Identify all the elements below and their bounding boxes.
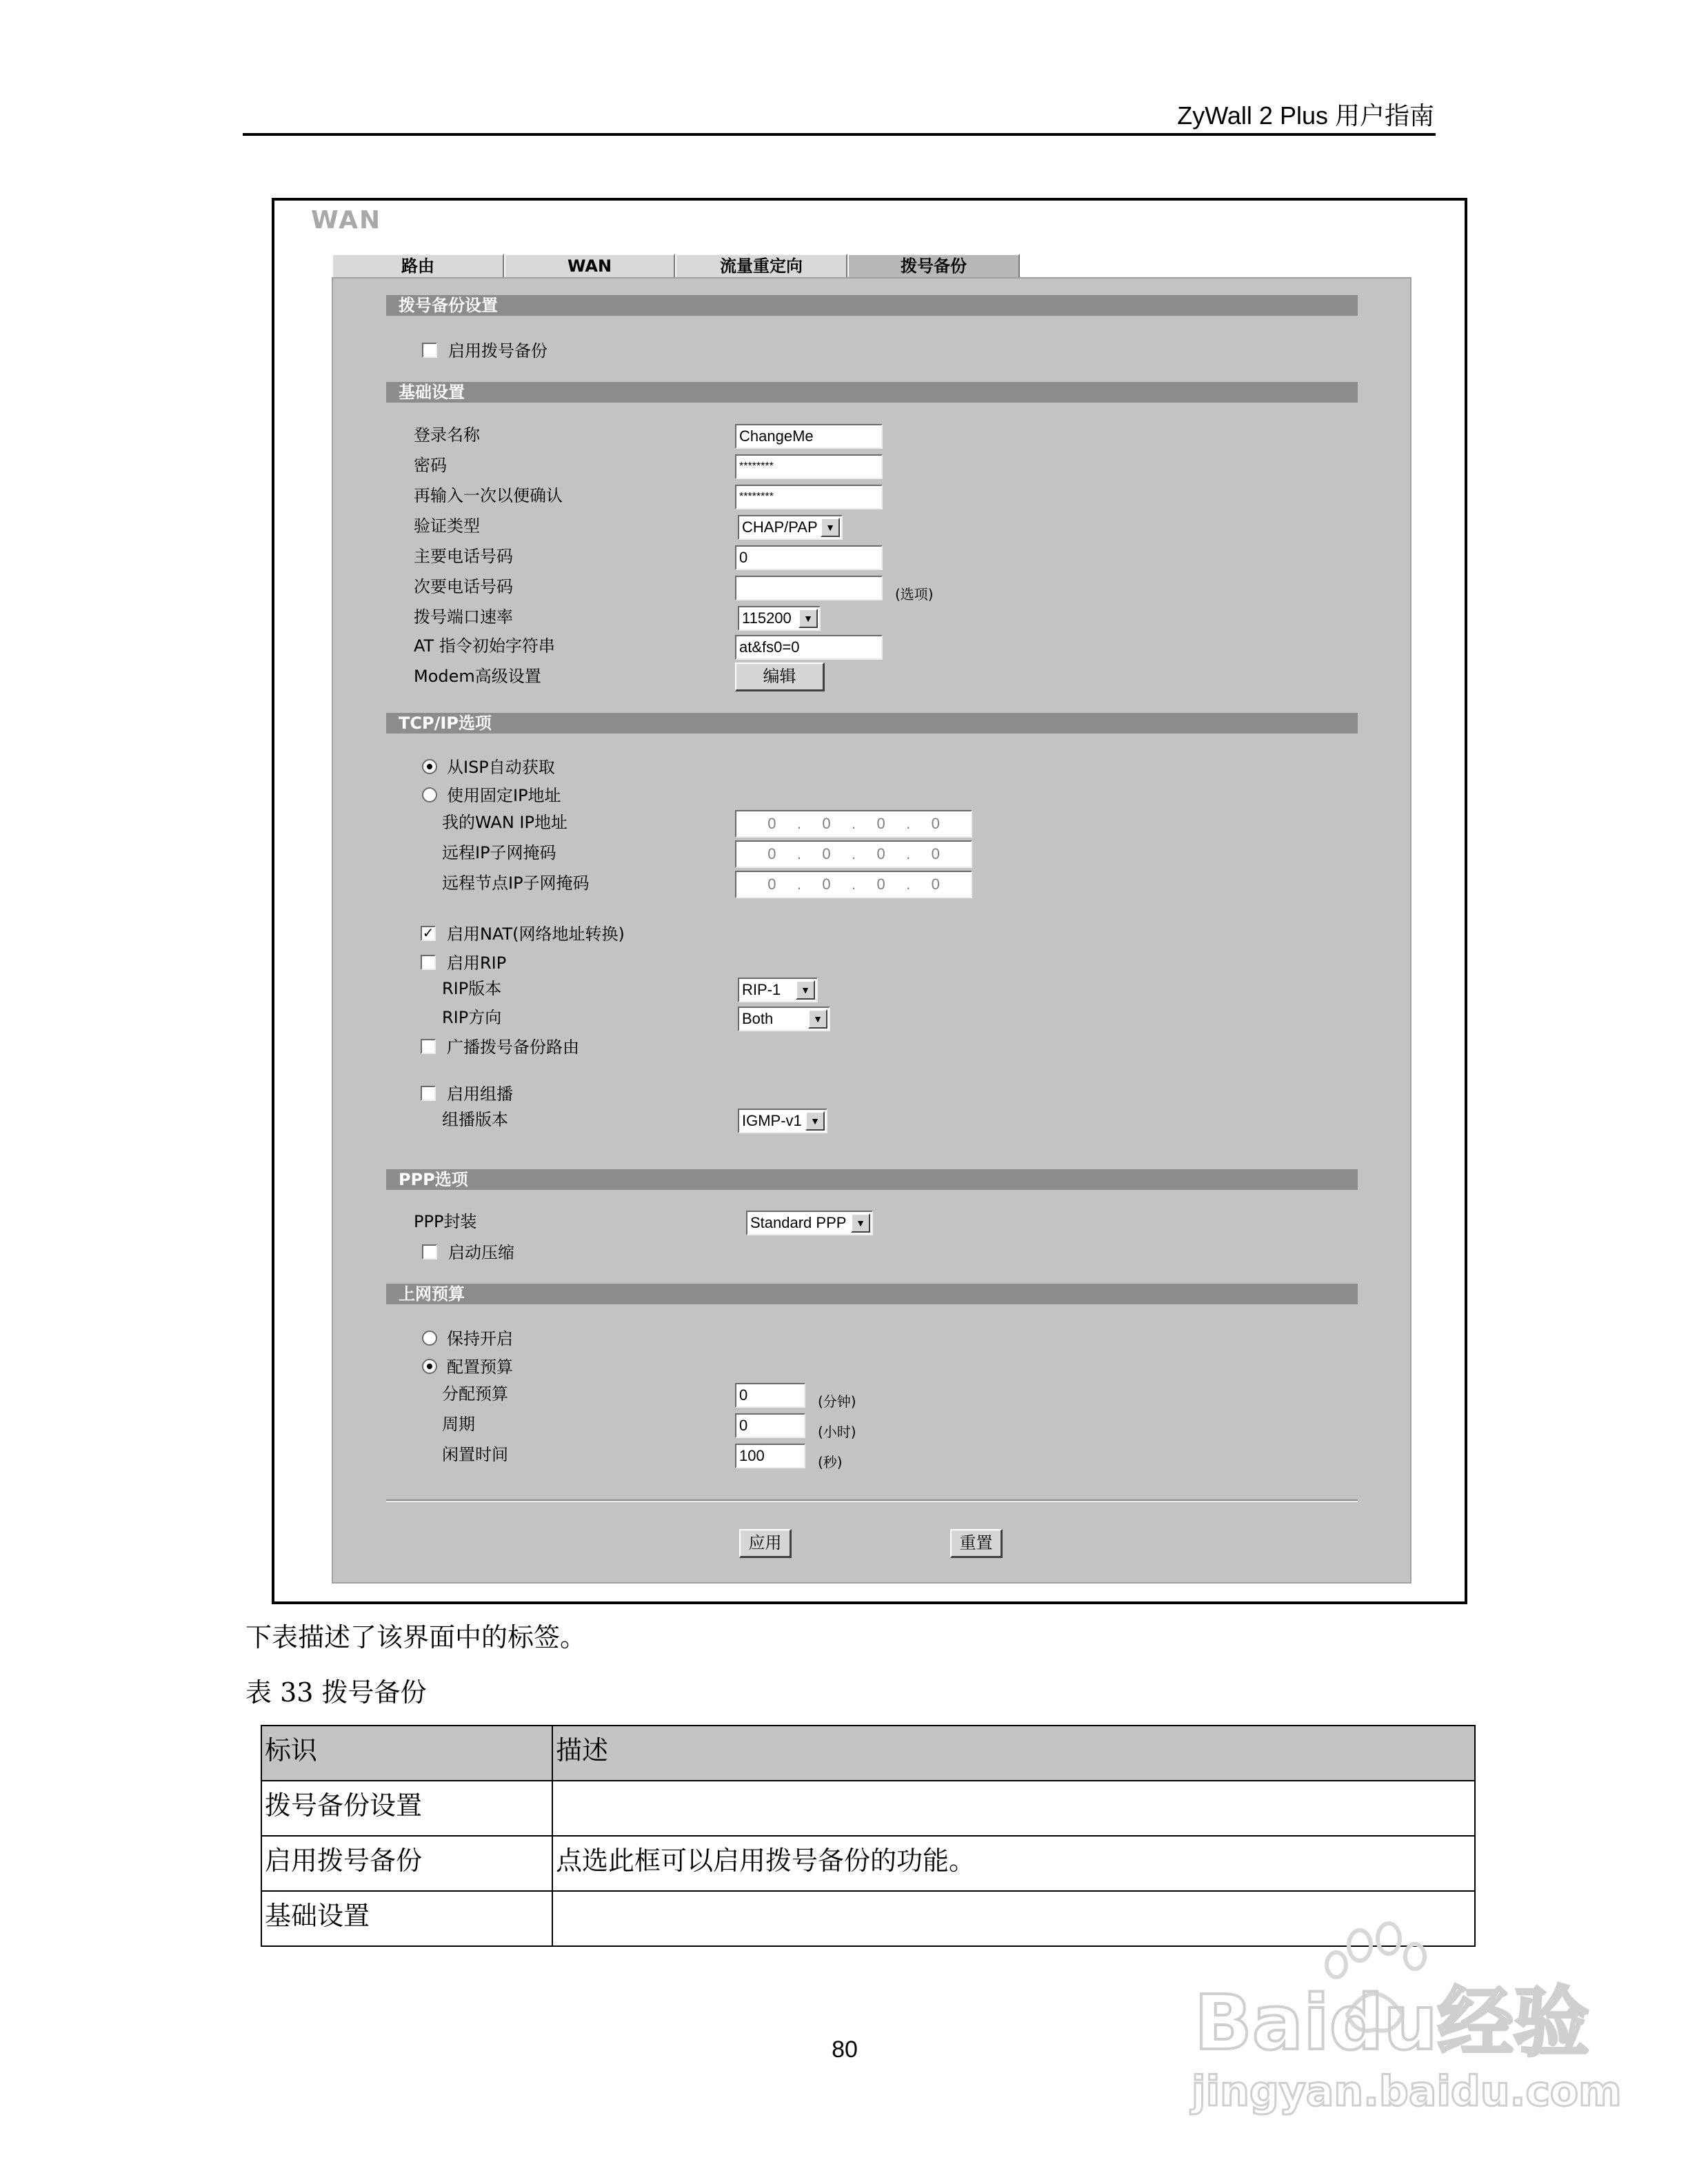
confirm-password-label: 再输入一次以便确认: [414, 486, 563, 505]
period-unit: (小时): [818, 1424, 856, 1440]
chevron-down-icon: ▼: [821, 518, 840, 537]
baidu-jingyan-watermark-logo: [1187, 1911, 1622, 2118]
period-label: 周期: [442, 1415, 475, 1434]
chevron-down-icon: ▼: [796, 980, 815, 1000]
login-name-label: 登录名称: [414, 425, 480, 445]
ppp-encap-label: PPP封装: [414, 1212, 477, 1231]
auto-isp-radio[interactable]: [422, 759, 437, 774]
at-init-input[interactable]: at&fs0=0: [735, 635, 883, 660]
nat-checkbox[interactable]: ✓: [421, 926, 436, 941]
edit-button[interactable]: 编辑: [735, 663, 825, 691]
multicast-checkbox[interactable]: [421, 1086, 436, 1101]
rip-version-select[interactable]: [738, 978, 818, 1002]
broadcast-label: 广播拨号备份路由: [447, 1038, 579, 1057]
apply-button[interactable]: 应用: [739, 1529, 792, 1558]
multicast-version-value: IGMP-v1: [742, 1112, 802, 1129]
fixed-ip-radio[interactable]: [422, 787, 437, 802]
allocated-budget-unit: (分钟): [818, 1393, 856, 1410]
remote-mask-label: 远程IP子网掩码: [442, 843, 556, 862]
tab-routing[interactable]: 路由: [332, 254, 504, 277]
enable-dial-backup-checkbox[interactable]: [422, 343, 437, 358]
allocated-budget-input[interactable]: 0: [735, 1383, 805, 1408]
fixed-ip-label: 使用固定IP地址: [447, 786, 561, 805]
ppp-encap-select[interactable]: [746, 1211, 873, 1235]
table-header-cell: 描述: [552, 1726, 1475, 1781]
auth-type-value: CHAP/PAP: [742, 518, 818, 536]
period-input[interactable]: 0: [735, 1413, 805, 1438]
auth-type-label: 验证类型: [414, 516, 480, 536]
multicast-version-label: 组播版本: [442, 1110, 508, 1129]
remote-mask-input[interactable]: 0 . 0 . 0 . 0: [735, 840, 972, 868]
tab-traffic-redirect[interactable]: 流量重定向: [675, 254, 847, 277]
port-speed-value: 115200: [742, 609, 792, 627]
ppp-encap-value: Standard PPP: [750, 1214, 847, 1231]
document-header-title: ZyWall 2 Plus 用户指南: [1177, 101, 1434, 130]
primary-phone-label: 主要电话号码: [414, 547, 513, 566]
my-wan-ip-label: 我的WAN IP地址: [442, 813, 567, 832]
at-init-label: AT 指令初始字符串: [414, 636, 555, 656]
table-row: [261, 1836, 1475, 1891]
section-dial-backup: 拨号备份设置: [386, 295, 1358, 316]
panel-divider: [386, 1499, 1358, 1502]
broadcast-checkbox[interactable]: [421, 1039, 436, 1054]
idle-time-input[interactable]: 100: [735, 1444, 805, 1468]
rip-label: 启用RIP: [447, 953, 507, 973]
port-speed-select[interactable]: [738, 606, 821, 631]
rip-direction-value: Both: [742, 1010, 774, 1027]
tab-dial-backup[interactable]: 拨号备份: [847, 254, 1020, 277]
page-number: 80: [832, 2036, 858, 2063]
nat-label: 启用NAT(网络地址转换): [447, 924, 625, 944]
screen-title: WAN: [311, 206, 382, 234]
tab-wan[interactable]: WAN: [504, 254, 675, 277]
password-input[interactable]: ********: [735, 454, 883, 479]
allocated-budget-label: 分配预算: [442, 1384, 508, 1404]
password-label: 密码: [414, 456, 447, 475]
section-ppp: PPP选项: [386, 1169, 1358, 1190]
config-budget-radio[interactable]: [422, 1359, 437, 1374]
secondary-phone-label: 次要电话号码: [414, 577, 513, 596]
secondary-phone-input[interactable]: [735, 576, 883, 600]
compression-checkbox[interactable]: [422, 1244, 437, 1260]
table-cell: [552, 1781, 1475, 1836]
watermark-url: jingyan.baidu.com: [1192, 2067, 1622, 2116]
config-budget-label: 配置预算: [447, 1357, 513, 1377]
rip-direction-select[interactable]: [738, 1007, 830, 1031]
reset-button[interactable]: 重置: [950, 1529, 1003, 1558]
rip-version-label: RIP版本: [442, 979, 502, 998]
enable-dial-backup-label: 启用拨号备份: [448, 341, 547, 361]
table-cell: 启用拨号备份: [261, 1836, 552, 1891]
intro-text: 下表描述了该界面中的标签。: [245, 1622, 587, 1652]
my-wan-ip-input[interactable]: 0 . 0 . 0 . 0: [735, 810, 972, 838]
table-row: [261, 1781, 1475, 1836]
table-cell: 点选此框可以启用拨号备份的功能。: [552, 1836, 1475, 1891]
chevron-down-icon: ▼: [851, 1213, 870, 1233]
multicast-version-select[interactable]: [738, 1109, 827, 1133]
section-tcpip: TCP/IP选项: [386, 713, 1358, 734]
idle-time-unit: (秒): [818, 1454, 843, 1470]
table-cell: 基础设置: [261, 1891, 552, 1946]
always-on-radio[interactable]: [422, 1331, 437, 1346]
idle-time-label: 闲置时间: [442, 1445, 508, 1464]
auth-type-select[interactable]: [738, 515, 843, 540]
login-name-input[interactable]: ChangeMe: [735, 424, 883, 449]
rip-version-value: RIP-1: [742, 981, 781, 998]
multicast-label: 启用组播: [447, 1084, 513, 1104]
header-rule: [243, 133, 1436, 136]
section-budget: 上网预算: [386, 1284, 1358, 1304]
watermark-text: Baidu经验: [1194, 1979, 1589, 2067]
chevron-down-icon: ▼: [808, 1009, 827, 1029]
rip-checkbox[interactable]: [421, 955, 436, 970]
always-on-label: 保持开启: [447, 1329, 513, 1348]
section-basic: 基础设置: [386, 382, 1358, 403]
confirm-password-input[interactable]: ********: [735, 485, 883, 509]
compression-label: 启动压缩: [448, 1243, 514, 1262]
remote-node-mask-input[interactable]: 0 . 0 . 0 . 0: [735, 871, 972, 898]
primary-phone-input[interactable]: 0: [735, 545, 883, 570]
optional-hint: (选项): [895, 586, 934, 603]
remote-node-mask-label: 远程节点IP子网掩码: [442, 873, 590, 893]
table-header-cell: 标识: [261, 1726, 552, 1781]
auto-isp-label: 从ISP自动获取: [447, 758, 555, 777]
table-cell: 拨号备份设置: [261, 1781, 552, 1836]
port-speed-label: 拨号端口速率: [414, 607, 513, 627]
chevron-down-icon: ▼: [798, 609, 818, 628]
rip-direction-label: RIP方向: [442, 1008, 502, 1027]
chevron-down-icon: ▼: [805, 1111, 825, 1131]
table-caption: 表 33 拨号备份: [245, 1677, 427, 1708]
modem-advanced-label: Modem高级设置: [414, 667, 541, 686]
table-header-row: [261, 1726, 1475, 1781]
